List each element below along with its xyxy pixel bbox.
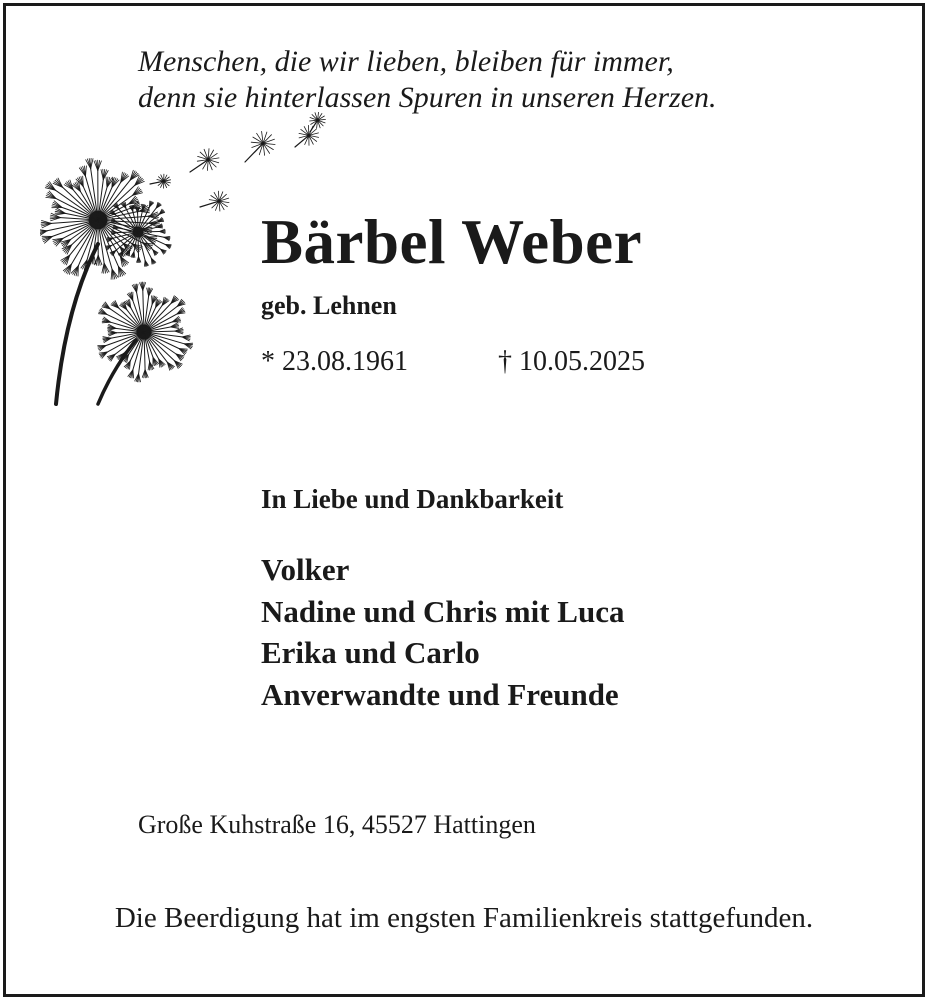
mourner-name: Volker: [261, 552, 350, 587]
quote-line-2: denn sie hinterlassen Spuren in unseren Herzen.: [138, 81, 717, 114]
maiden-name: geb. Lehnen: [261, 291, 397, 320]
deceased-name: Bärbel Weber: [261, 207, 643, 277]
mourner-name: Nadine und Chris mit Luca: [261, 593, 625, 629]
dedication-line: In Liebe und Dankbarkeit: [261, 484, 564, 514]
birth-date: * 23.08.1961: [261, 346, 408, 377]
mourner-name: Anverwandte und Freunde: [261, 676, 619, 712]
family-address: Große Kuhstraße 16, 45527 Hattingen: [138, 810, 536, 839]
funeral-notice: Die Beerdigung hat im engsten Familienkreis stattgefunden.: [114, 902, 814, 934]
death-date: † 10.05.2025: [498, 346, 645, 377]
mourners-list: [261, 549, 624, 715]
quote-line-1: Menschen, die wir lieben, bleiben für immer,: [138, 45, 674, 78]
mourner-name: Erika und Carlo: [261, 635, 480, 670]
